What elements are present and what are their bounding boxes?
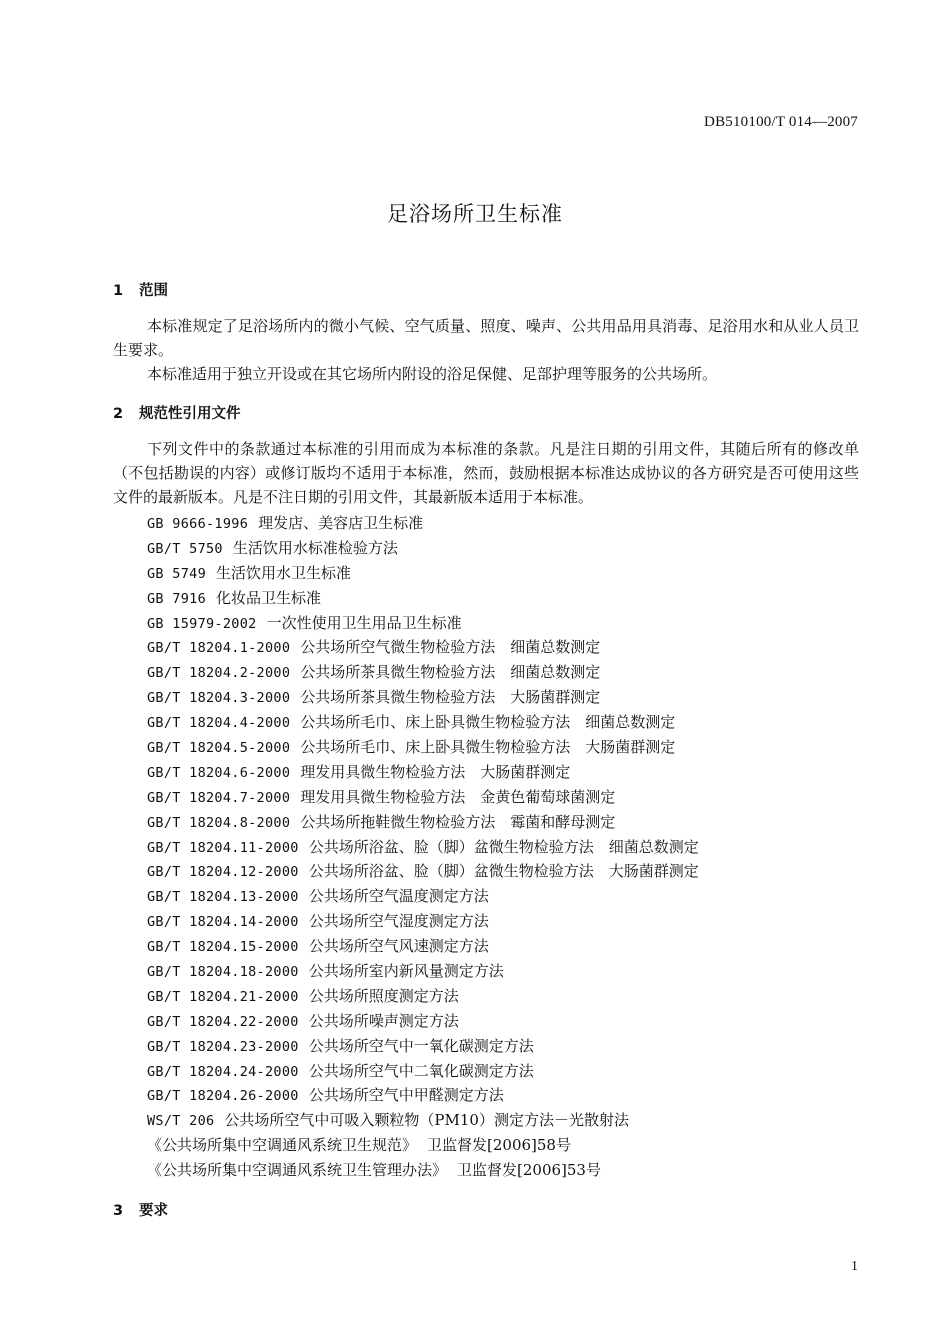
reference-item [147, 1133, 699, 1158]
reference-code: WS/T 206 [147, 1113, 215, 1130]
reference-title: 公共场所茶具微生物检验方法 细菌总数测定 [300, 663, 601, 682]
reference-item [147, 1009, 699, 1034]
section-heading-scope [113, 279, 168, 300]
reference-title: 公共场所空气风速测定方法 [308, 937, 489, 956]
reference-code: GB/T 18204.5-2000 [147, 740, 291, 757]
reference-title: 一次性使用卫生用品卫生标准 [266, 613, 462, 632]
reference-title: 公共场所拖鞋微生物检验方法 霉菌和酵母测定 [300, 812, 616, 831]
reference-code: GB/T 18204.3-2000 [147, 690, 291, 707]
page-title: 足浴场所卫生标准 [387, 202, 563, 226]
reference-item [147, 785, 699, 810]
reference-title: 生活饮用水卫生标准 [216, 563, 352, 582]
reference-title: 公共场所浴盆、脸（脚）盆微生物检验方法 大肠菌群测定 [308, 862, 699, 881]
reference-title: 卫监督发[2006]58号 [427, 1136, 571, 1155]
reference-title: 公共场所浴盆、脸（脚）盆微生物检验方法 细菌总数测定 [308, 837, 699, 856]
reference-title: 公共场所噪声测定方法 [308, 1011, 459, 1030]
reference-item [147, 1059, 699, 1084]
reference-item [147, 635, 699, 660]
reference-item [147, 611, 699, 636]
reference-item [147, 760, 699, 785]
reference-title: 理发店、美容店卫生标准 [258, 514, 424, 532]
section-number: 3 [113, 1203, 124, 1219]
reference-title: 公共场所毛巾、床上卧具微生物检验方法 细菌总数测定 [300, 713, 676, 732]
reference-code: GB 5749 [147, 565, 206, 582]
page-number: 1 [851, 1259, 858, 1274]
reference-title: 公共场所空气中可吸入颗粒物（PM10）测定方法－光散射法 [224, 1111, 629, 1130]
reference-item [147, 859, 699, 884]
reference-title: 生活饮用水标准检验方法 [232, 538, 398, 557]
reference-item [147, 1108, 699, 1133]
section-heading-requirements [113, 1199, 168, 1220]
reference-code: GB/T 18204.21-2000 [147, 988, 299, 1005]
reference-title: 公共场所茶具微生物检验方法 大肠菌群测定 [300, 688, 601, 707]
reference-item [147, 710, 699, 735]
reference-item [147, 959, 699, 984]
reference-title: 公共场所空气温度测定方法 [308, 887, 489, 906]
reference-title: 公共场所空气微生物检验方法 细菌总数测定 [300, 638, 601, 657]
reference-title: 公共场所毛巾、床上卧具微生物检验方法 大肠菌群测定 [300, 738, 676, 757]
reference-code: GB/T 18204.14-2000 [147, 914, 299, 931]
reference-code: GB/T 18204.1-2000 [147, 640, 291, 657]
reference-code: 《公共场所集中空调通风系统卫生管理办法》 [147, 1161, 448, 1180]
reference-item [147, 1083, 699, 1108]
reference-code: GB/T 18204.11-2000 [147, 839, 299, 856]
reference-code: GB/T 18204.26-2000 [147, 1088, 299, 1105]
reference-code: 《公共场所集中空调通风系统卫生规范》 [147, 1136, 418, 1155]
reference-code: GB 7916 [147, 590, 206, 607]
reference-title: 公共场所空气中二氧化碳测定方法 [308, 1061, 534, 1080]
reference-title: 公共场所照度测定方法 [308, 986, 459, 1005]
reference-code: GB/T 18204.8-2000 [147, 814, 291, 831]
reference-code: GB/T 18204.12-2000 [147, 864, 299, 881]
document-code: DB510100/T 014—2007 [704, 114, 858, 130]
section-number: 1 [113, 283, 124, 299]
reference-item [147, 586, 699, 611]
reference-item [147, 561, 699, 586]
reference-code: GB/T 18204.22-2000 [147, 1013, 299, 1030]
reference-code: GB/T 5750 [147, 540, 223, 557]
reference-code: GB/T 18204.23-2000 [147, 1038, 299, 1055]
scope-paragraph-1: 本标准规定了足浴场所内的微小气候、空气质量、照度、噪声、公共用品用具消毒、足浴用水和从业人员卫生要求。 [113, 317, 859, 359]
section-title: 要求 [139, 1203, 168, 1219]
reference-title: 理发用具微生物检验方法 金黄色葡萄球菌测定 [300, 787, 616, 806]
reference-item [147, 1158, 699, 1183]
scope-paragraph-2: 本标准适用于独立开设或在其它场所内附设的浴足保健、足部护理等服务的公共场所。 [147, 365, 718, 383]
section-title: 规范性引用文件 [139, 406, 241, 422]
reference-title: 公共场所室内新风量测定方法 [308, 962, 504, 981]
section-title: 范围 [139, 283, 168, 299]
reference-title: 理发用具微生物检验方法 大肠菌群测定 [300, 762, 571, 781]
reference-code: GB/T 18204.24-2000 [147, 1063, 299, 1080]
references-intro: 下列文件中的条款通过本标准的引用而成为本标准的条款。凡是注日期的引用文件，其随后所有的修改单（不包括勘误的内容）或修订版均不适用于本标准，然而，鼓励根据本标准达成协议的各方研究是否可使用这些文件的最新版本。凡是不注日期的引用文件，其最新版本适用于本标准。 [113, 440, 859, 506]
reference-code: GB/T 18204.15-2000 [147, 939, 299, 956]
section-number: 2 [113, 406, 124, 422]
reference-code: GB/T 18204.4-2000 [147, 715, 291, 732]
section-heading-references [113, 402, 241, 423]
reference-code: GB/T 18204.18-2000 [147, 964, 299, 981]
reference-item [147, 536, 699, 561]
reference-item [147, 660, 699, 685]
reference-code: GB/T 18204.7-2000 [147, 789, 291, 806]
reference-item [147, 735, 699, 760]
reference-title: 公共场所空气中一氧化碳测定方法 [308, 1036, 534, 1055]
reference-item [147, 884, 699, 909]
reference-code: GB/T 18204.2-2000 [147, 665, 291, 682]
reference-code: GB/T 18204.13-2000 [147, 889, 299, 906]
reference-item [147, 934, 699, 959]
reference-list [147, 511, 699, 1183]
reference-item [147, 810, 699, 835]
reference-code: GB 15979-2002 [147, 615, 257, 632]
reference-code: GB 9666-1996 [147, 516, 249, 532]
reference-title: 公共场所空气湿度测定方法 [308, 912, 489, 931]
reference-title: 公共场所空气中甲醛测定方法 [308, 1086, 504, 1105]
reference-item [147, 685, 699, 710]
reference-item [147, 835, 699, 860]
reference-title: 化妆品卫生标准 [216, 588, 322, 607]
reference-title: 卫监督发[2006]53号 [457, 1161, 601, 1180]
reference-item [147, 511, 699, 536]
reference-item [147, 984, 699, 1009]
reference-item [147, 1034, 699, 1059]
reference-item [147, 909, 699, 934]
reference-code: GB/T 18204.6-2000 [147, 764, 291, 781]
